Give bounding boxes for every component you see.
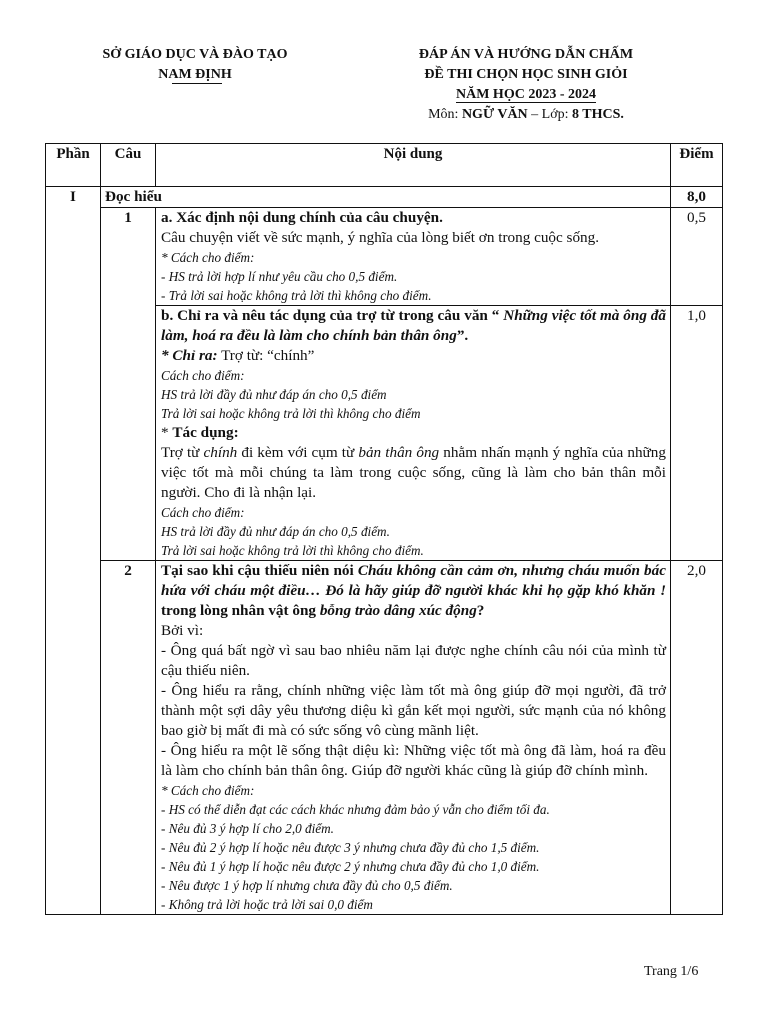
col-header-phan: Phần — [46, 144, 101, 187]
question-2-because: Bởi vì: — [161, 622, 204, 639]
question-1b-score: 1,0 — [671, 306, 723, 561]
doc-title-line2: ĐỀ THI CHỌN HỌC SINH GIỎI — [424, 67, 628, 82]
scoring-title: Cách cho điểm: — [161, 505, 245, 520]
question-1b-content — [156, 306, 671, 561]
question-1b-identify: * Chỉ ra: Trợ từ: “chính” — [161, 347, 315, 364]
scoring-item: - Nêu đủ 1 ý hợp lí hoặc nêu được 2 ý nhưng chưa đầy đủ cho 1,0 điểm. — [161, 859, 540, 874]
scoring-item: HS trả lời đầy đủ như đáp án cho 0,5 điểm. — [161, 524, 390, 539]
answer-point: - Ông hiểu ra rằng, chính những việc làm tốt mà ông giúp đỡ mọi người, đã trở thành một sợi dây yêu thương diệu kì gắn kết mọi người, sức mạnh của nó không bao giờ bị mất đi mà có sức sống vô cùng mãnh liệt. — [161, 682, 666, 739]
subject-line: Môn: NGỮ VĂN – Lớp: 8 THCS. — [428, 107, 624, 122]
question-number-1: 1 — [101, 208, 156, 561]
question-1b-effect-text: Trợ từ chính đi kèm với cụm từ bản thân ông nhằm nhấn mạnh ý nghĩa của những việc tốt mà mỗi chúng ta làm trong cuộc sống, cũng là làm cho bản thân mỗi người. Cho đi là nhận lại. — [161, 444, 666, 501]
page-number: Trang 1/6 — [644, 964, 699, 979]
section-label: Đọc hiểu — [101, 187, 671, 208]
scoring-item: - HS trả lời hợp lí như yêu cầu cho 0,5 điểm. — [161, 269, 398, 284]
scoring-title: * Cách cho điểm: — [161, 250, 255, 265]
question-1b-title: b. Chỉ ra và nêu tác dụng của trợ từ trong câu văn “ Những việc tốt mà ông đã làm, hoá ra đều là làm cho chính bản thân ông”. — [161, 307, 666, 344]
question-1a-title: a. Xác định nội dung chính của câu chuyện. — [161, 209, 443, 226]
document-header-left — [60, 45, 330, 85]
scoring-item: - Không trả lời hoặc trả lời sai 0,0 điểm — [161, 897, 373, 912]
question-1a-answer: Câu chuyện viết về sức mạnh, ý nghĩa của lòng biết ơn trong cuộc sống. — [161, 229, 600, 246]
table-header-row — [46, 144, 723, 187]
table-row — [46, 561, 723, 915]
scoring-item: - Nêu đủ 2 ý hợp lí hoặc nêu được 3 ý nhưng chưa đầy đủ cho 1,5 điểm. — [161, 840, 540, 855]
section-row — [46, 187, 723, 208]
scoring-item: - HS có thể diễn đạt các cách khác nhưng đảm bảo ý vẫn cho điểm tối đa. — [161, 802, 550, 817]
school-year: NĂM HỌC 2023 - 2024 — [456, 87, 596, 102]
question-2-score: 2,0 — [671, 561, 723, 915]
doc-title-line1: ĐÁP ÁN VÀ HƯỚNG DẪN CHẤM — [418, 47, 634, 62]
question-1a-score: 0,5 — [671, 208, 723, 306]
scoring-title: * Cách cho điểm: — [161, 783, 255, 798]
table-row — [46, 208, 723, 306]
section-number: I — [46, 187, 101, 915]
scoring-title: Cách cho điểm: — [161, 368, 245, 383]
scoring-item: - Nêu đủ 3 ý hợp lí cho 2,0 điểm. — [161, 821, 334, 836]
col-header-cau: Câu — [101, 144, 156, 187]
question-1a-content — [156, 208, 671, 306]
scoring-item: - Nêu được 1 ý hợp lí nhưng chưa đầy đủ cho 0,5 điểm. — [161, 878, 453, 893]
section-score: 8,0 — [671, 187, 723, 208]
scoring-item: Trả lời sai hoặc không trả lời thì không cho điểm — [161, 406, 421, 421]
scoring-item: HS trả lời đầy đủ như đáp án cho 0,5 điểm — [161, 387, 387, 402]
department-name: SỞ GIÁO DỤC VÀ ĐÀO TẠO — [102, 47, 288, 62]
scoring-item: - Trả lời sai hoặc không trả lời thì không cho điểm. — [161, 288, 432, 303]
col-header-noi-dung: Nội dung — [156, 144, 671, 187]
question-number-2: 2 — [101, 561, 156, 915]
answer-point: - Ông quá bất ngờ vì sau bao nhiêu năm lại được nghe chính câu nói của mình từ cậu thiếu niên. — [161, 642, 666, 679]
question-2-title: Tại sao khi cậu thiếu niên nói Cháu không cần cảm ơn, nhưng cháu muốn bác hứa với cháu một điều… Đó là hãy giúp đỡ người khác khi họ gặp khó khăn ! trong lòng nhân vật ông bỗng trào dâng xúc động? — [161, 562, 666, 619]
scoring-item: Trả lời sai hoặc không trả lời thì không cho điểm. — [161, 543, 424, 558]
col-header-diem: Điểm — [671, 144, 723, 187]
document-header-right — [378, 45, 674, 125]
answer-point: - Ông hiểu ra một lẽ sống thật diệu kì: Những việc tốt mà ông đã làm, hoá ra đều là làm cho chính bản thân ông. Giúp đỡ người khác cũng là giúp đỡ chính mình. — [161, 742, 666, 779]
question-2-content — [156, 561, 671, 915]
question-1b-effect-label: * Tác dụng: — [161, 424, 239, 441]
answer-key-table — [45, 143, 723, 915]
province-name: NAM ĐỊNH — [158, 67, 232, 82]
